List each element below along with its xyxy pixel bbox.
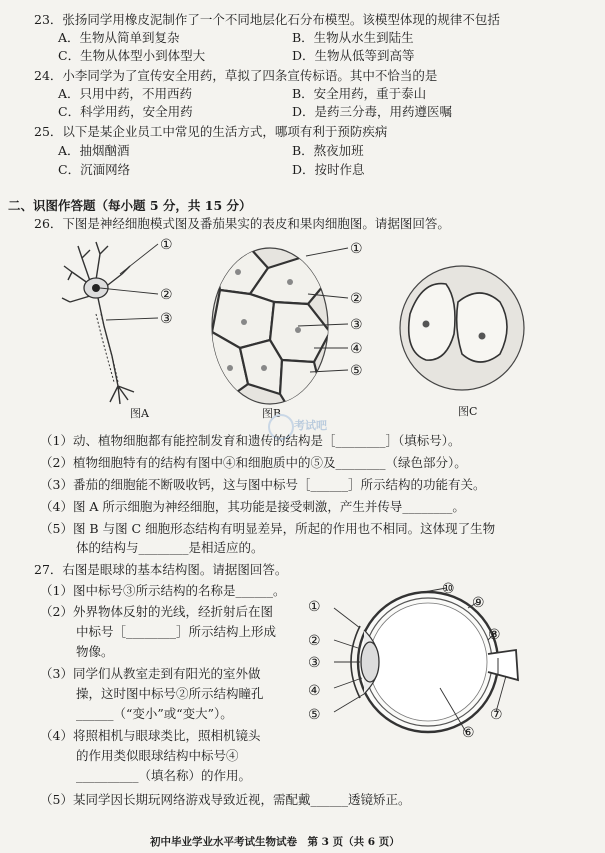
eye-label-2: ② [308, 633, 321, 649]
q25-option-d: D．按时作息 [292, 162, 365, 177]
figure-eye-structure [320, 588, 530, 748]
q26-sub-2: （2）植物细胞特有的结构有图中④和细胞质中的⑤及________（绿色部分）。 [40, 455, 467, 470]
fig-a-label-2: ② [160, 287, 173, 303]
eye-label-7: ⑦ [490, 707, 503, 723]
eye-label-1: ① [308, 599, 321, 615]
q24-option-a: A．只用中药，不用西药 [58, 86, 193, 101]
q27-sub-1: （1）图中标号③所示结构的名称是______。 [40, 583, 286, 598]
q27-sub-3-line-1: （3）同学们从教室走到有阳光的室外做 [40, 666, 261, 681]
q27-sub-3-line-2: 操，这时图中标号②所示结构瞳孔 [76, 686, 264, 701]
q26-sub-5-line-1: （5）图 B 与图 C 细胞形态结构有明显差异，所起的作用也不相同。这体现了生物 [40, 521, 496, 536]
q24-stem: 24．小李同学为了宣传安全用药，草拟了四条宣传标语。其中不恰当的是 [34, 68, 438, 83]
eye-label-5: ⑤ [308, 707, 321, 723]
q24-option-d: D．是药三分毒，用药遵医嘱 [292, 104, 453, 119]
q25-option-c: C．沉湎网络 [58, 162, 131, 177]
eye-label-6: ⑥ [462, 725, 475, 741]
fig-a-caption: 图A [130, 407, 149, 420]
fig-b-label-5: ⑤ [350, 363, 363, 379]
q27-sub-2-line-3: 物像。 [76, 644, 114, 659]
q25-option-a: A．抽烟酗酒 [58, 143, 130, 158]
q27-sub-2-line-1: （2）外界物体反射的光线，经折射后在图 [40, 604, 273, 619]
q23-option-b: B．生物从水生到陆生 [292, 30, 414, 45]
fig-b-label-1: ① [350, 241, 363, 257]
q23-option-d: D．生物从低等到高等 [292, 48, 415, 63]
page-footer: 初中毕业学业水平考试生物试卷 第 3 页（共 6 页） [150, 836, 400, 848]
section-2-title: 二、识图作答题（每小题 5 分，共 15 分） [8, 198, 252, 213]
eye-label-8: ⑧ [488, 627, 501, 643]
fig-b-caption: 图B [262, 407, 282, 420]
fig-b-label-3: ③ [350, 317, 363, 333]
q25-option-b: B．熬夜加班 [292, 143, 364, 158]
q26-sub-4: （4）图 A 所示细胞为神经细胞，其功能是接受刺激，产生并传导________。 [40, 499, 465, 514]
q27-sub-3-line-3: ______（“变小”或“变大”）。 [76, 706, 233, 721]
figure-a-neuron [60, 236, 160, 406]
fig-b-label-4: ④ [350, 341, 363, 357]
eye-label-9: ⑨ [472, 595, 485, 611]
q23-option-c: C．生物从体型小到体型大 [58, 48, 206, 63]
fig-b-label-2: ② [350, 291, 363, 307]
q27-sub-2-line-2: 中标号［________］所示结构上形成 [76, 624, 277, 639]
q24-option-c: C．科学用药，安全用药 [58, 104, 193, 119]
fig-a-label-1: ① [160, 237, 173, 253]
q26-sub-1: （1）动、植物细胞都有能控制发育和遗传的结构是［________］（填标号）。 [40, 433, 461, 448]
q23-option-a: A．生物从简单到复杂 [58, 30, 180, 45]
eye-label-10: ⑩ [442, 581, 455, 597]
fig-a-label-3: ③ [160, 311, 173, 327]
q23-stem: 23．张扬同学用橡皮泥制作了一个不同地层化石分布模型。该模型体现的规律不包括 [34, 12, 500, 27]
eye-label-4: ④ [308, 683, 321, 699]
q24-option-b: B．安全用药，重于泰山 [292, 86, 427, 101]
q27-stem: 27．右图是眼球的基本结构图。请据图回答。 [34, 562, 288, 577]
q27-sub-4-line-1: （4）将照相机与眼球类比，照相机镜头 [40, 728, 261, 743]
q26-stem: 26．下图是神经细胞模式图及番茄果实的表皮和果肉细胞图。请据图回答。 [34, 216, 450, 231]
q26-sub-5-line-2: 体的结构与________是相适应的。 [76, 540, 264, 555]
watermark-text: 考试吧 [294, 419, 327, 432]
q27-sub-4-line-3: __________（填名称）的作用。 [76, 768, 252, 783]
q27-sub-5: （5）某同学因长期玩网络游戏导致近视，需配戴______透镜矫正。 [40, 792, 411, 807]
q27-sub-4-line-2: 的作用类似眼球结构中标号④ [76, 748, 239, 763]
q25-stem: 25．以下是某企业员工中常见的生活方式，哪项有利于预防疾病 [34, 124, 388, 139]
figure-c-pulp-cells [396, 262, 526, 402]
fig-c-caption: 图C [458, 405, 478, 418]
q26-sub-3: （3）番茄的细胞能不断吸收钙，这与图中标号［______］所示结构的功能有关。 [40, 477, 486, 492]
eye-label-3: ③ [308, 655, 321, 671]
